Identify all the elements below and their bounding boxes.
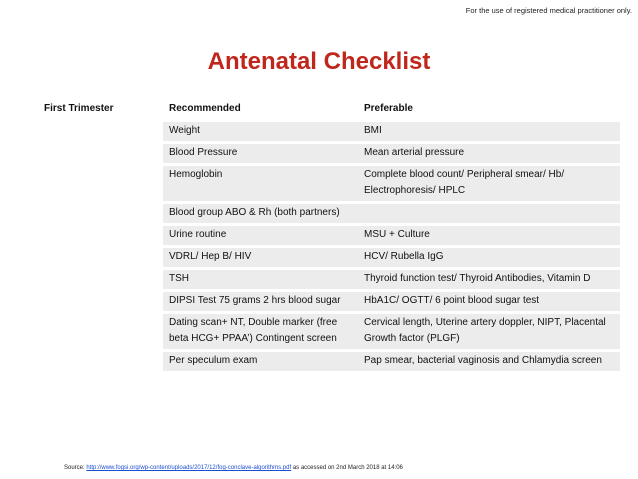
table-cell-preferable: Pap smear, bacterial vaginosis and Chlamydia screen: [358, 352, 620, 371]
table-cell-recommended: Per speculum exam: [163, 352, 358, 371]
table-row: [38, 204, 620, 223]
header-preferable: Preferable: [364, 103, 413, 114]
table-cell-preferable: BMI: [358, 122, 620, 141]
table-cell-spacer: [38, 226, 163, 245]
table-cell-recommended: Blood group ABO & Rh (both partners): [163, 204, 358, 223]
table-row: [38, 314, 620, 349]
table-row: [38, 166, 620, 201]
table-cell-recommended: Dating scan+ NT, Double marker (free beta HCG+ PPAA’) Contingent screen: [163, 314, 358, 349]
table-cell-spacer: [38, 122, 163, 141]
table-cell-spacer: [38, 314, 163, 349]
table-cell-preferable: HbA1C/ OGTT/ 6 point blood sugar test: [358, 292, 620, 311]
source-suffix: as accessed on 2nd March 2018 at 14:06: [291, 465, 403, 471]
table-row: [38, 352, 620, 371]
table-row: [38, 144, 620, 163]
table-cell-recommended: DIPSI Test 75 grams 2 hrs blood sugar: [163, 292, 358, 311]
table-cell-spacer: [38, 352, 163, 371]
table-cell-preferable: Cervical length, Uterine artery doppler, NIPT, Placental Growth factor (PLGF): [358, 314, 620, 349]
header-recommended: Recommended: [169, 103, 241, 114]
source-prefix: Source:: [64, 465, 87, 471]
table-row: [38, 292, 620, 311]
table-cell-spacer: [38, 144, 163, 163]
table-cell-preferable: HCV/ Rubella IgG: [358, 248, 620, 267]
table-cell-recommended: TSH: [163, 270, 358, 289]
checklist-table-container: [38, 98, 620, 374]
page-title: Antenatal Checklist: [207, 48, 431, 75]
table-row: [38, 248, 620, 267]
table-cell-recommended: VDRL/ Hep B/ HIV: [163, 248, 358, 267]
table-cell-preferable: Complete blood count/ Peripheral smear/ Hb/ Electrophoresis/ HPLC: [358, 166, 620, 201]
table-cell-recommended: Blood Pressure: [163, 144, 358, 163]
table-cell-recommended: Hemoglobin: [163, 166, 358, 201]
table-row: [38, 226, 620, 245]
table-cell-spacer: [38, 204, 163, 223]
checklist-table: [38, 98, 620, 374]
table-cell-preferable: [358, 204, 620, 223]
source-link[interactable]: http://www.fogsi.org/wp-content/uploads/2017/12/fog-conclave-algorithms.pdf: [86, 465, 292, 471]
table-cell-spacer: [38, 270, 163, 289]
table-row: [38, 270, 620, 289]
table-cell-spacer: [38, 248, 163, 267]
table-cell-recommended: Urine routine: [163, 226, 358, 245]
table-header-row: [38, 101, 620, 119]
table-cell-spacer: [38, 166, 163, 201]
table-cell-preferable: Mean arterial pressure: [358, 144, 620, 163]
table-cell-recommended: Weight: [163, 122, 358, 141]
table-cell-spacer: [38, 292, 163, 311]
source-citation: [64, 465, 403, 471]
table-cell-preferable: Thyroid function test/ Thyroid Antibodies, Vitamin D: [358, 270, 620, 289]
header-first-trimester: First Trimester: [44, 103, 114, 114]
table-row: [38, 122, 620, 141]
disclaimer-note: For the use of registered medical practitioner only.: [465, 6, 632, 15]
table-cell-preferable: MSU + Culture: [358, 226, 620, 245]
